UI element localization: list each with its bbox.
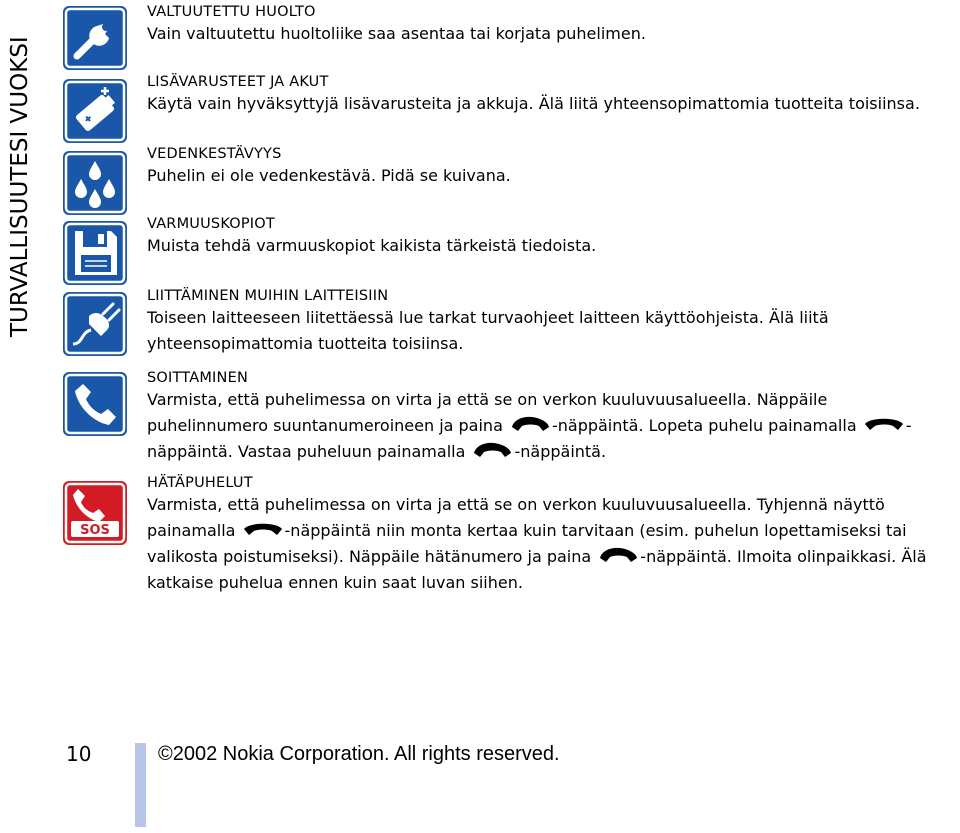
end-key-icon	[241, 518, 285, 540]
side-title	[0, 0, 34, 340]
wrench-icon	[63, 6, 127, 70]
section-service	[147, 3, 952, 47]
battery-icon	[63, 79, 127, 143]
section-heading: VALTUUTETTU HUOLTO	[147, 4, 316, 20]
emergency-text-2: -näppäintä niin monta kertaa kuin tarvitaan (esim. puhelun lopettamiseksi tai valikosta poistumiseksi). Näppäile hätänumero ja paina	[147, 521, 907, 566]
section-heading: LISÄVARUSTEET JA AKUT	[147, 74, 329, 90]
section-body	[147, 492, 952, 596]
end-key-icon	[862, 413, 906, 435]
emergency-text-1: Varmista, että puhelimessa on virta ja että se on verkon kuuluvuusalueella. Tyhjennä näyttö painamalla	[147, 495, 885, 540]
call-key-icon	[596, 544, 640, 566]
section-body: Muista tehdä varmuuskopiot kaikista tärkeistä tiedoista.	[147, 236, 597, 255]
water-drops-icon	[63, 151, 127, 215]
section-heading: VEDENKESTÄVYYS	[147, 146, 282, 162]
section-body	[147, 387, 952, 465]
section-connect	[147, 287, 952, 357]
section-heading: SOITTAMINEN	[147, 370, 248, 386]
side-title-text: TURVALLISUUTESI VUOKSI	[7, 36, 33, 337]
sos-label: SOS	[80, 523, 110, 538]
phone-handset-icon	[63, 372, 127, 436]
section-water	[147, 145, 952, 189]
calling-text-3: -näppäintä. Vastaa puheluun painamalla	[147, 416, 912, 461]
plug-icon	[63, 292, 127, 356]
calling-text-4: -näppäintä.	[514, 442, 607, 461]
section-body: Puhelin ei ole vedenkestävä. Pidä se kuivana.	[147, 166, 511, 185]
calling-text-1: Varmista, että puhelimessa on virta ja että se on verkon kuuluvuusalueella. Näppäile puhelinnumero suuntanumeroineen ja paina	[147, 390, 828, 435]
section-emergency	[147, 474, 952, 596]
section-calling	[147, 369, 952, 465]
call-key-icon	[508, 413, 552, 435]
page-number: 10	[66, 742, 92, 766]
emergency-text-3: -näppäintä. Ilmoita olinpaikkasi. Älä katkaise puhelua ennen kuin saat luvan siihen.	[147, 547, 927, 592]
floppy-disk-icon	[63, 221, 127, 285]
call-key-icon	[470, 439, 514, 461]
section-accessories	[147, 73, 952, 117]
section-heading: HÄTÄPUHELUT	[147, 475, 253, 491]
copyright-notice: ©2002 Nokia Corporation. All rights reserved.	[158, 743, 560, 765]
section-heading: VARMUUSKOPIOT	[147, 216, 275, 232]
section-body: Vain valtuutettu huoltoliike saa asentaa tai korjata puhelimen.	[147, 24, 646, 43]
footer-divider	[135, 743, 146, 827]
sos-phone-icon	[63, 481, 127, 545]
calling-text-2: -näppäintä. Lopeta puhelu painamalla	[551, 416, 857, 435]
section-heading: LIITTÄMINEN MUIHIN LAITTEISIIN	[147, 288, 389, 304]
section-backup	[147, 215, 952, 259]
section-body: Käytä vain hyväksyttyjä lisävarusteita ja akkuja. Älä liitä yhteensopimattomia tuotteita toisiinsa.	[147, 94, 920, 113]
section-body: Toiseen laitteeseen liitettäessä lue tarkat turvaohjeet laitteen käyttöohjeista. Älä liitä yhteensopimattomia tuotteita toisiinsa.	[147, 308, 829, 353]
